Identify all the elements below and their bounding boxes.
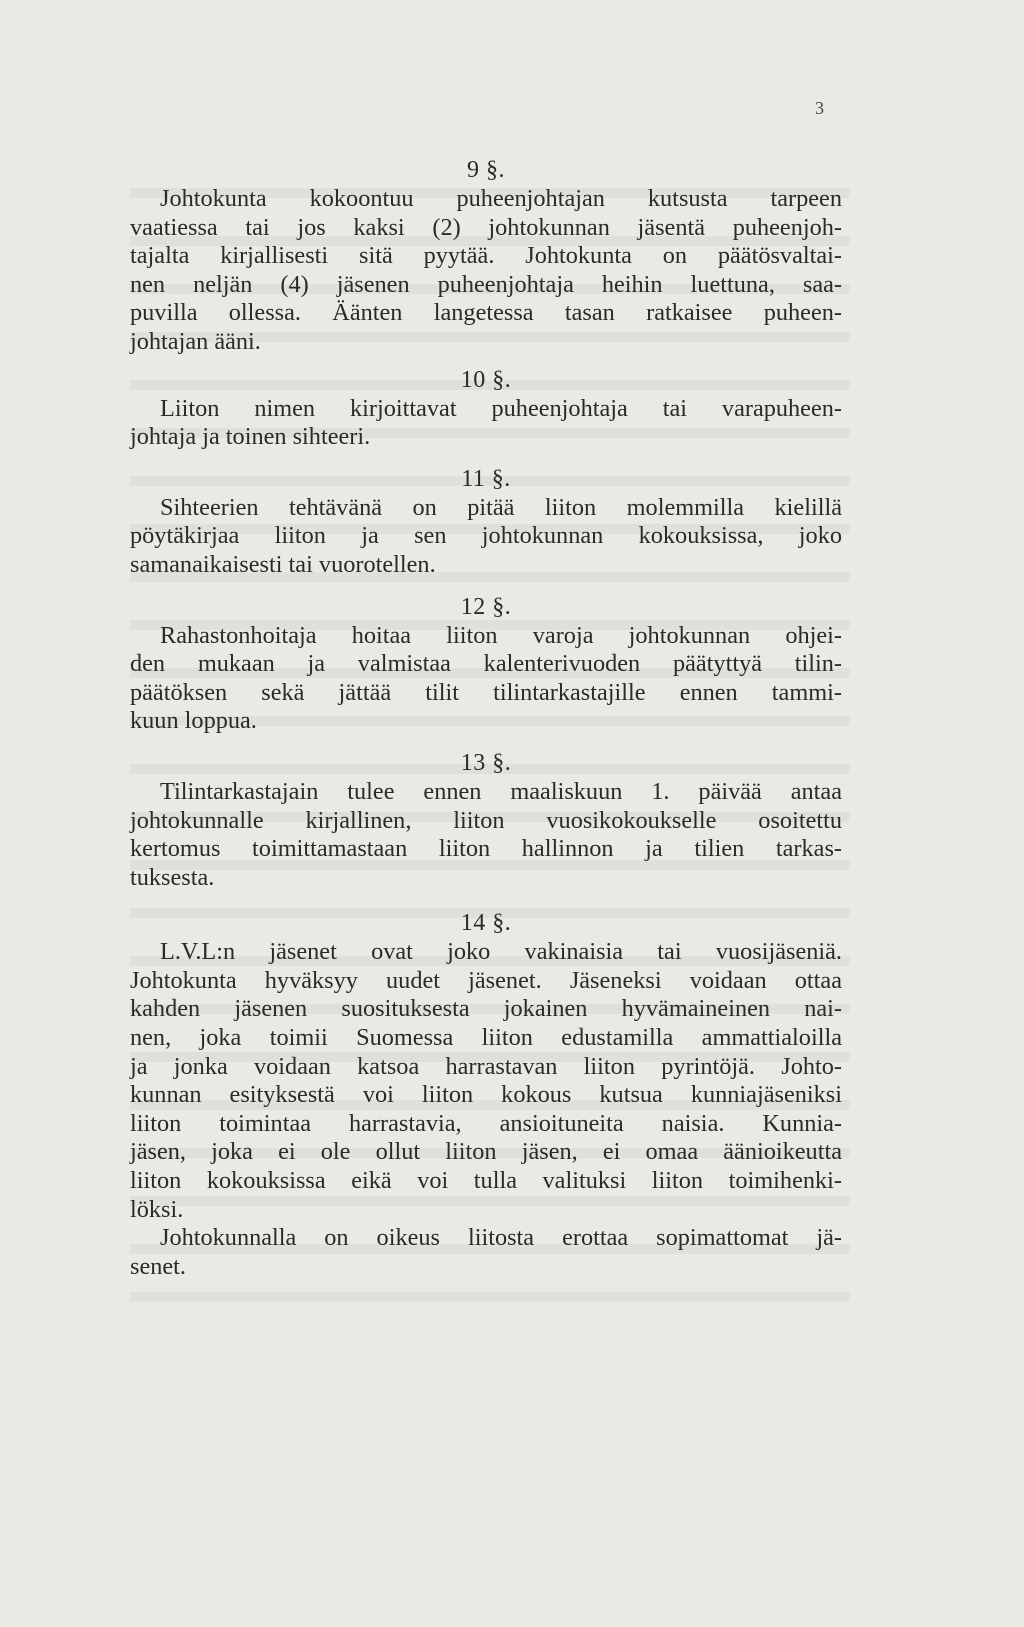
text-line: samanaikaisesti tai vuorotellen. <box>130 550 436 578</box>
text-line: nen neljän (4) jäsenen puheenjohtaja heihin luettuna, saa- <box>130 270 842 298</box>
text-line: Tilintarkastajain tulee ennen maaliskuun 1. päivää antaa <box>160 777 842 805</box>
text-line: tuksesta. <box>130 863 215 891</box>
section-heading: 13 §. <box>460 749 512 776</box>
text-line: L.V.L:n jäsenet ovat joko vakinaisia tai vuosijäseniä. <box>160 938 842 966</box>
section-paragraph <box>130 395 842 452</box>
text-line: vaatiessa tai jos kaksi (2) johtokunnan jäsentä puheenjoh- <box>130 213 842 241</box>
section-12 <box>130 592 842 736</box>
section-paragraph <box>130 622 842 736</box>
text-line: senet. <box>130 1252 186 1280</box>
section-paragraph <box>130 185 842 357</box>
section-9 <box>130 155 842 357</box>
page-number: 3 <box>815 98 824 118</box>
text-line: Johtokunta kokoontuu puheenjohtajan kutsusta tarpeen <box>160 185 842 212</box>
text-line: liiton toimintaa harrastavia, ansioituneita naisia. Kunnia- <box>130 1109 842 1137</box>
section-heading: 10 §. <box>460 366 512 393</box>
text-line: ja jonka voidaan katsoa harrastavan liiton pyrintöjä. Johto- <box>130 1052 842 1080</box>
text-line: jäsen, joka ei ole ollut liiton jäsen, ei omaa äänioikeutta <box>130 1138 842 1166</box>
text-line: den mukaan ja valmistaa kalenterivuoden päätyttyä tilin- <box>130 650 842 678</box>
section-paragraph <box>130 494 842 580</box>
section-heading: 14 §. <box>460 910 512 937</box>
section-paragraph <box>130 938 842 1224</box>
text-line: Liiton nimen kirjoittavat puheenjohtaja tai varapuheen- <box>160 394 842 422</box>
text-line: tajalta kirjallisesti sitä pyytää. Johtokunta on päätösvaltai- <box>130 242 842 270</box>
document-body <box>130 155 842 1283</box>
text-line: johtajan ääni. <box>130 327 261 355</box>
text-line: kuun loppua. <box>130 707 257 735</box>
text-line: liiton kokouksissa eikä voi tulla valituksi liiton toimihenki- <box>130 1167 842 1195</box>
text-line: Johtokunnalla on oikeus liitosta erottaa sopimattomat jä- <box>160 1224 842 1252</box>
text-line: pöytäkirjaa liiton ja sen johtokunnan kokouksissa, joko <box>130 522 842 550</box>
section-heading: 11 §. <box>461 465 511 492</box>
text-line: Rahastonhoitaja hoitaa liiton varoja johtokunnan ohjei- <box>160 621 842 649</box>
text-line: kertomus toimittamastaan liiton hallinnon ja tilien tarkas- <box>130 835 842 863</box>
section-heading: 12 §. <box>460 593 512 620</box>
text-line: kunnan esityksestä voi liiton kokous kutsua kunniajäseniksi <box>130 1081 842 1109</box>
text-line: päätöksen sekä jättää tilit tilintarkastajille ennen tammi- <box>130 678 842 706</box>
text-line: Sihteerien tehtävänä on pitää liiton molemmilla kielillä <box>160 493 842 521</box>
section-10 <box>130 365 842 452</box>
section-paragraph-extra <box>130 1224 842 1281</box>
text-line: puvilla ollessa. Äänten langetessa tasan ratkaisee puheen- <box>130 299 842 327</box>
section-14 <box>130 908 842 1281</box>
text-line: kahden jäsenen suosituksesta jokainen hyvämaineinen nai- <box>130 995 842 1023</box>
text-line: löksi. <box>130 1195 184 1223</box>
text-line: Johtokunta hyväksyy uudet jäsenet. Jäseneksi voidaan ottaa <box>130 966 842 994</box>
text-line: nen, joka toimii Suomessa liiton edustamilla ammattialoilla <box>130 1024 842 1052</box>
section-13 <box>130 748 842 892</box>
text-line: johtaja ja toinen sihteeri. <box>130 423 371 451</box>
section-heading: 9 §. <box>467 157 505 183</box>
section-paragraph <box>130 778 842 892</box>
section-11 <box>130 464 842 580</box>
text-line: johtokunnalle kirjallinen, liiton vuosikokoukselle osoitettu <box>130 806 842 834</box>
